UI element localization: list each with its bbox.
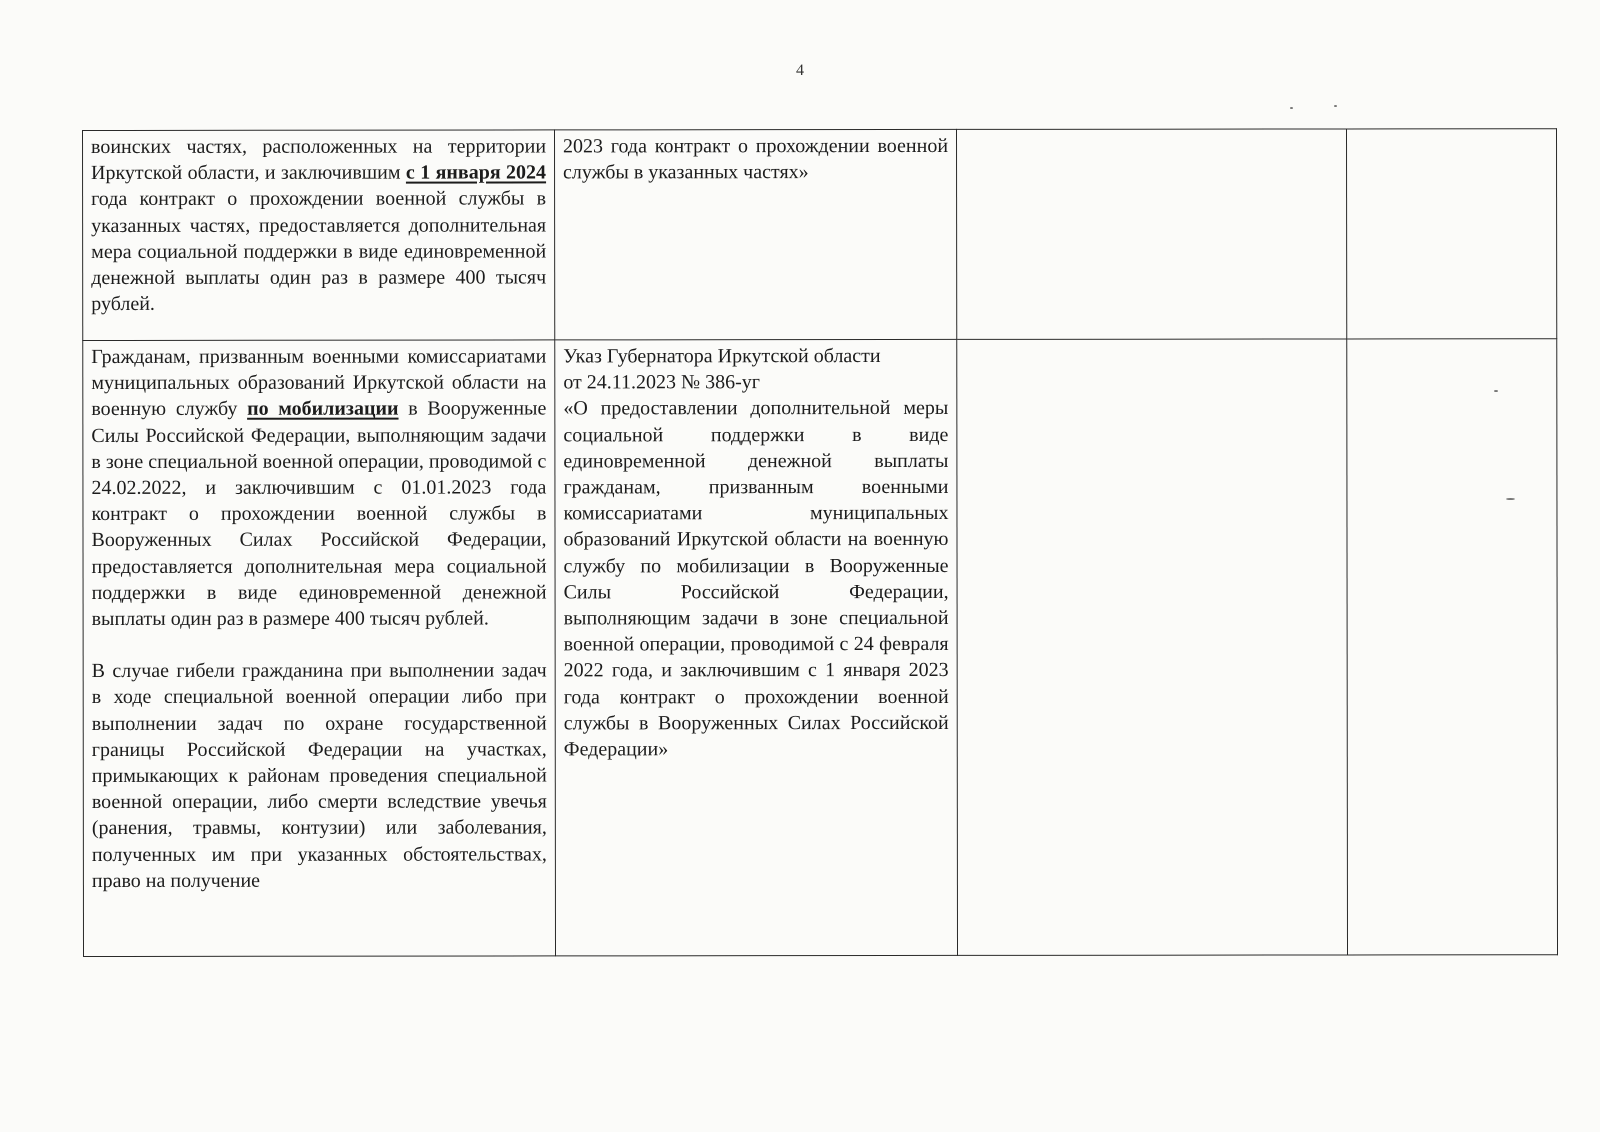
empty-cell-col3	[956, 129, 1346, 339]
legal-act-cell	[555, 129, 957, 339]
scan-speck	[1506, 498, 1515, 500]
measure-paragraph	[91, 343, 546, 632]
empty-cell-col3	[957, 339, 1348, 955]
measure-cell	[83, 340, 556, 957]
legal-act-text: «О предоставлении дополнительной меры социальной поддержки в виде единовременной денежной выплаты гражданам, призванным военными комиссариатами муниципальных образований Иркутской области на военную службу по мобилизации в Вооруженные Силы Российской Федерации, выполняющим задачи в зоне специальной военной операции, проводимой с 24 февраля 2022 года, и заключившим с 1 января 2023 года контракт о прохождении военной службы в Вооруженных Силах Российской Федерации»	[563, 397, 949, 761]
measure-emphasis: по мобилизации	[247, 398, 399, 421]
document-table	[82, 128, 1558, 957]
measure-text-after: года контракт о прохождении военной службы в указанных частях, предоставляется дополнительная мера социальной поддержки в виде единовременной денежной выплаты один раз в размере 400 тысяч рублей.	[91, 187, 547, 316]
measure-paragraph-2: В случае гибели гражданина при выполнении задач в ходе специальной военной операции либо при выполнении задач по охране государственной границы Российской Федерации на участках, примыкающих к районам проведения специальной военной операции, либо смерти вследствие увечья (ранения, травмы, контузии) или заболевания, полученных им при указанных обстоятельствах, право на получение	[91, 659, 547, 892]
legal-act-title-line-2: от 24.11.2023 № 386-уг	[563, 371, 761, 394]
table-row	[83, 339, 1558, 957]
measure-paragraph	[91, 133, 546, 317]
scan-speck	[1494, 390, 1498, 392]
scan-speck	[1334, 105, 1337, 107]
measure-text-before: Гражданам, призванным военными комиссариатами муниципальных образований Иркутской области на военную службу	[91, 345, 547, 421]
page-number: 4	[796, 62, 804, 79]
legal-act-title-line-1: Указ Губернатора Иркутской области	[563, 345, 881, 368]
empty-cell-col4	[1346, 129, 1556, 339]
empty-cell-col4	[1347, 339, 1558, 955]
measure-cell	[83, 130, 555, 341]
measure-text-before: воинских частях, расположенных на территории Иркутской области, и заключившим	[91, 135, 547, 185]
measure-text-after: в Вооруженные Силы Российской Федерации, выполняющим задачи в зоне специальной военной операции, проводимой с 24.02.2022, и заключившим с 01.01.2023 года контракт о прохождении военной службы в Вооруженных Силах Российской Федерации, предоставляется дополнительная мера социальной поддержки в виде единовременной денежной выплаты один раз в размере 400 тысяч рублей.	[91, 397, 547, 631]
measure-emphasis: с 1 января 2024	[405, 161, 547, 184]
legal-act-paragraph	[563, 343, 949, 763]
legal-act-text: 2023 года контракт о прохождении военной службы в указанных частях»	[563, 134, 949, 184]
table-row	[83, 129, 1557, 341]
scan-speck	[1290, 107, 1293, 109]
legal-act-cell	[555, 339, 958, 955]
